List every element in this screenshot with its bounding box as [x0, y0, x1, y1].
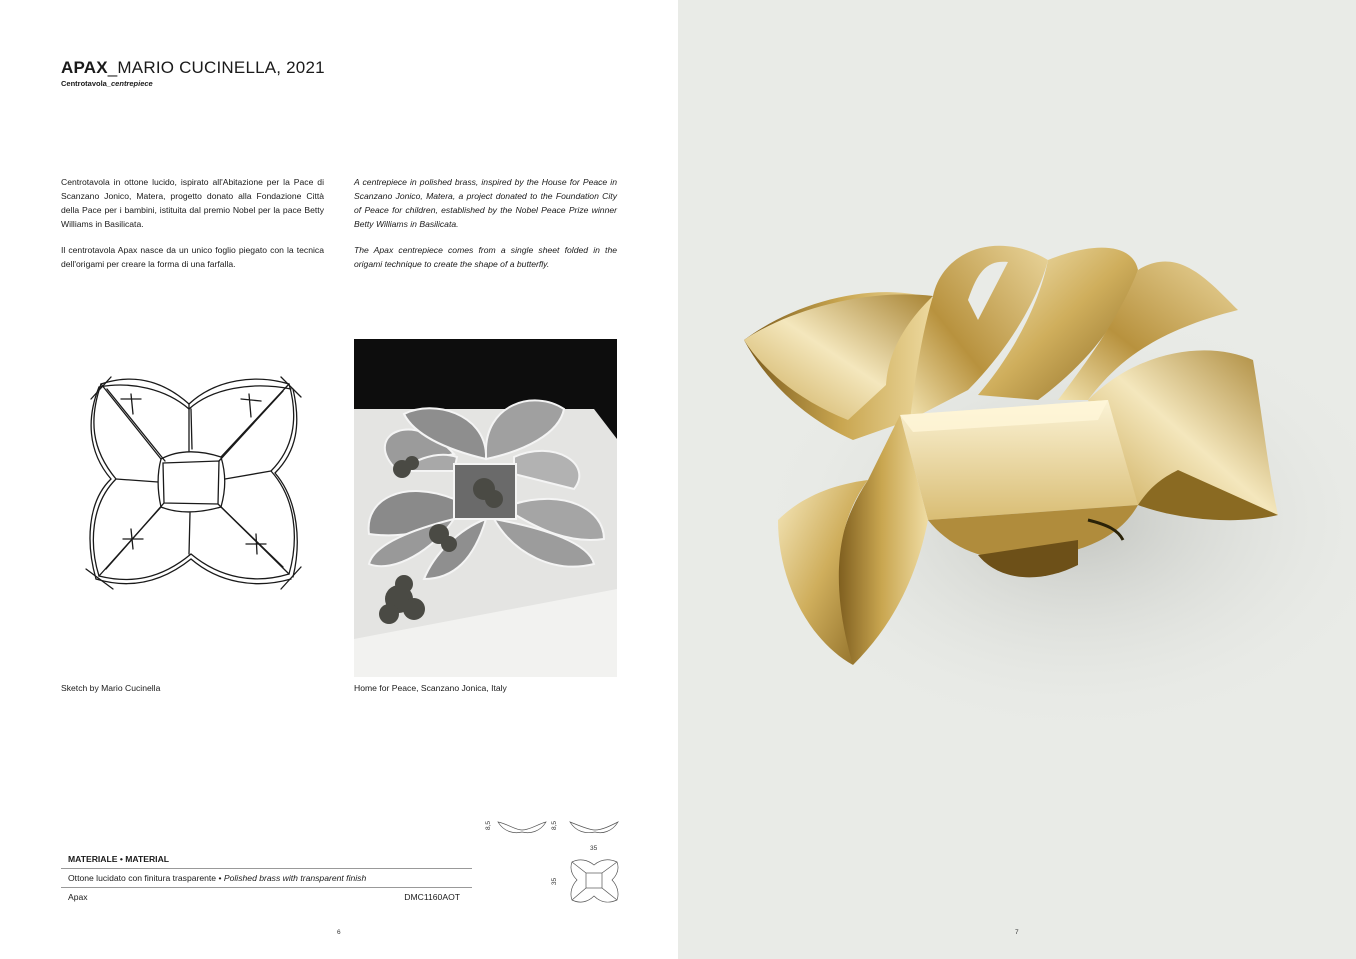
height-label-2: 8,5 [551, 820, 559, 831]
italian-paragraph-1: Centrotavola in ottone lucido, ispirato all'Abitazione per la Pace di Scanzano Jonico, Matera, progetto donato alla Fondazione Città della Pace per i bambini, istituita dal premio Nobel per la pace Betty Williams in Basilicata. [61, 177, 324, 229]
depth-label: 35 [551, 877, 559, 886]
dimension-outline-drawings [480, 812, 630, 912]
spec-table [61, 854, 472, 906]
page-number-right: 7 [1015, 929, 1019, 936]
subtitle-italic: _centrepiece [106, 79, 153, 88]
right-page [678, 0, 1356, 959]
title-rest: _MARIO CUCINELLA, 2021 [107, 58, 325, 77]
dimension-drawings [480, 812, 630, 912]
page-subtitle [61, 79, 153, 88]
english-paragraph-2: The Apax centrepiece comes from a single sheet folded in the origami technique to create the shape of a butterfly. [354, 245, 617, 269]
architecture-model-photo [354, 339, 617, 677]
sketch-caption: Sketch by Mario Cucinella [61, 683, 161, 693]
product-name: Apax [68, 892, 88, 902]
spec-product-row [61, 888, 472, 906]
spec-header: MATERIALE • MATERIAL [61, 854, 472, 869]
product-photo [678, 0, 1356, 959]
sketch-image [61, 339, 324, 677]
width-label: 35 [590, 845, 598, 852]
spec-material-row [61, 869, 472, 888]
title-bold: APAX [61, 58, 108, 77]
product-code: DMC1160AOT [404, 892, 460, 902]
material-italian: Ottone lucidato con finitura trasparente • [68, 873, 224, 883]
photo-caption: Home for Peace, Scanzano Jonica, Italy [354, 683, 507, 693]
english-paragraph-1: A centrepiece in polished brass, inspired by the House for Peace in Scanzano Jonico, Matera, a project donated to the Foundation City of Peace for children, established by the Nobel Peace Prize winner Betty Williams in Basilicata. [354, 177, 617, 229]
height-label-1: 8,5 [485, 820, 493, 831]
page-title [61, 58, 325, 78]
italian-paragraph-2: Il centrotavola Apax nasce da un unico foglio piegato con la tecnica dell'origami per creare la forma di una farfalla. [61, 245, 324, 269]
material-english: Polished brass with transparent finish [223, 873, 367, 883]
page-number-left: 6 [337, 929, 341, 936]
subtitle-main: Centrotavola [61, 79, 107, 88]
